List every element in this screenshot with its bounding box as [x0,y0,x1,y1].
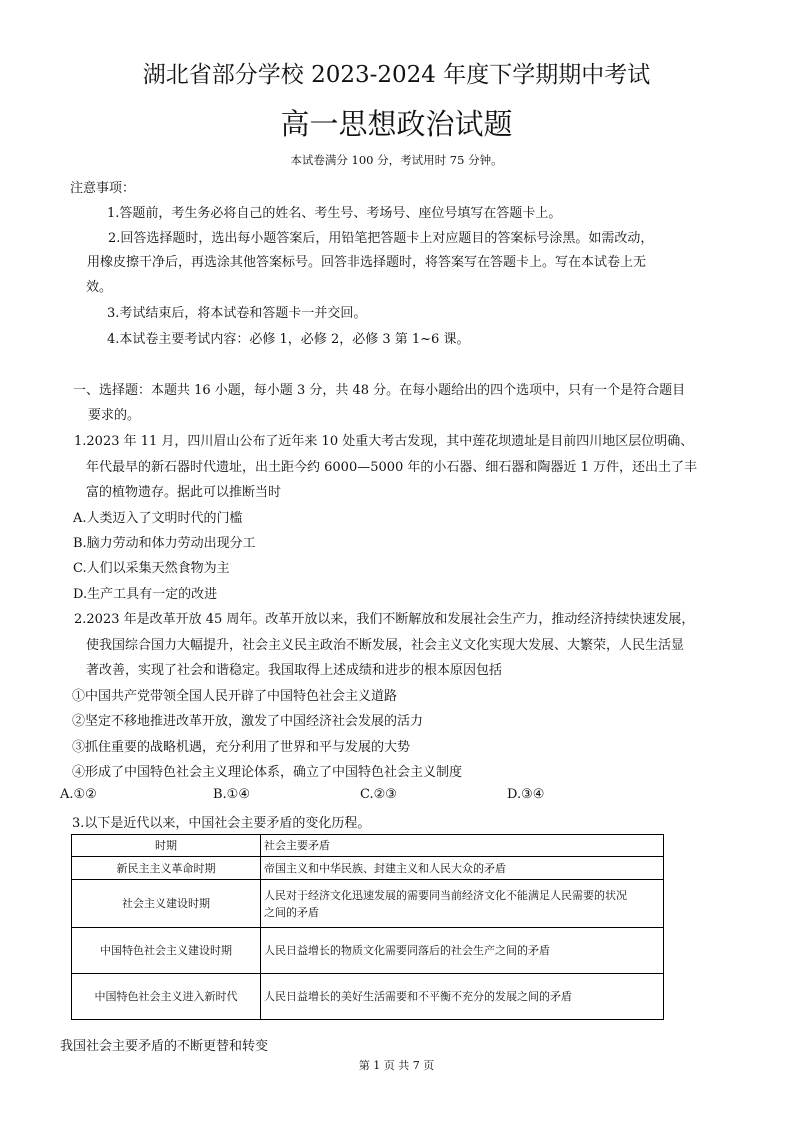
notice-item-2-line-3: 效。 [86,280,113,295]
q1-stem-line-3: 富的植物遗存。据此可以推断当时 [86,485,282,500]
notice-item-1: 1.答题前，考生务必将自己的姓名、考生号、考场号、座位号填写在答题卡上。 [107,206,562,221]
score-info: 本试卷满分 100 分，考试用时 75 分钟。 [290,153,503,167]
table-cell-contradiction: 人民日益增长的物质文化需要同落后的社会生产之间的矛盾 [261,928,664,974]
table-cell-contradiction: 人民日益增长的美好生活需要和不平衡不充分的发展之间的矛盾 [261,974,664,1020]
table-row [72,880,664,928]
table-header-row [72,835,664,857]
table-cell-contradiction [261,880,664,928]
section-heading-line-2: 要求的。 [88,408,141,423]
table-cell-period: 社会主义建设时期 [72,880,261,928]
exam-title: 湖北省部分学校 2023-2024 年度下学期期中考试 [142,62,651,88]
q2-stem-line-1: 2.2023 年是改革开放 45 周年。改革开放以来，我们不断解放和发展社会生产力，推动经济持续快速发展， [74,612,695,627]
q3-continuation: 我国社会主要矛盾的不断更替和转变 [60,1039,269,1054]
q1-stem-line-2: 年代最早的新石器时代遗址，出土距今约 6000—5000 年的小石器、细石器和陶器近 1 万件，还出土了丰 [86,460,697,475]
q2-stem-line-2: 使我国综合国力大幅提升，社会主义民主政治不断发展，社会主义文化实现大发展、大繁荣，人民生活显 [86,638,685,653]
subject-title: 高一思想政治试题 [280,107,513,141]
page-number: 第 1 页 共 7 页 [358,1059,435,1072]
table-cell-contradiction: 帝国主义和中华民族、封建主义和人民大众的矛盾 [261,857,664,880]
table-cell-period: 中国特色社会主义进入新时代 [72,974,261,1020]
q2-statement-1: ①中国共产党带领全国人民开辟了中国特色社会主义道路 [72,689,398,704]
q1-option-d: D.生产工具有一定的改进 [73,587,218,602]
table-header-period: 时期 [72,835,261,857]
notice-label: 注意事项： [70,181,136,196]
q2-option-b: B.①④ [213,787,250,802]
q2-option-c: C.②③ [360,787,397,802]
notice-item-2-line-1: 2.回答选择题时，选出每小题答案后，用铅笔把答题卡上对应题目的答案标号涂黑。如需改动， [108,231,654,246]
q2-option-d: D.③④ [507,787,545,802]
q1-option-a: A.人类迈入了文明时代的门槛 [73,511,243,526]
table-row [72,928,664,974]
notice-item-2-line-2: 用橡皮擦干净后，再选涂其他答案标号。回答非选择题时，将答案写在答题卡上。写在本试卷上无 [87,255,647,270]
q1-option-c: C.人们以采集天然食物为主 [73,561,230,576]
q3-stem: 3.以下是近代以来，中国社会主要矛盾的变化历程。 [72,816,371,831]
table-cell-line: 人民对于经济文化迅速发展的需要同当前经济文化不能满足人民需要的状况 [264,888,627,902]
q2-statement-2: ②坚定不移地推进改革开放，激发了中国经济社会发展的活力 [72,714,424,729]
notice-item-3: 3.考试结束后，将本试卷和答题卡一并交回。 [107,306,367,321]
q2-option-a: A.①② [60,787,97,802]
table-row [72,857,664,880]
table-header-contradiction: 社会主要矛盾 [261,835,664,857]
notice-item-4: 4.本试卷主要考试内容：必修 1，必修 2，必修 3 第 1~6 课。 [107,332,470,347]
section-heading-line-1: 一、选择题：本题共 16 小题，每小题 3 分，共 48 分。在每小题给出的四个选项中，只有一个是符合题目 [73,383,686,398]
q2-stem-line-3: 著改善，实现了社会和谐稳定。我国取得上述成绩和进步的根本原因包括 [86,663,503,678]
q2-statement-3: ③抓住重要的战略机遇，充分利用了世界和平与发展的大势 [72,740,411,755]
q1-option-b: B.脑力劳动和体力劳动出现分工 [73,536,256,551]
table-cell-period: 中国特色社会主义建设时期 [72,928,261,974]
table-cell-line: 之间的矛盾 [264,905,319,919]
table-row [72,974,664,1020]
table-cell-period: 新民主主义革命时期 [72,857,261,880]
q2-statement-4: ④形成了中国特色社会主义理论体系，确立了中国特色社会主义制度 [72,765,463,780]
contradiction-table [71,834,664,1020]
q1-stem-line-1: 1.2023 年 11 月，四川眉山公布了近年来 10 处重大考古发现，其中莲花坝遗址是目前四川地区层位明确、 [74,434,694,449]
